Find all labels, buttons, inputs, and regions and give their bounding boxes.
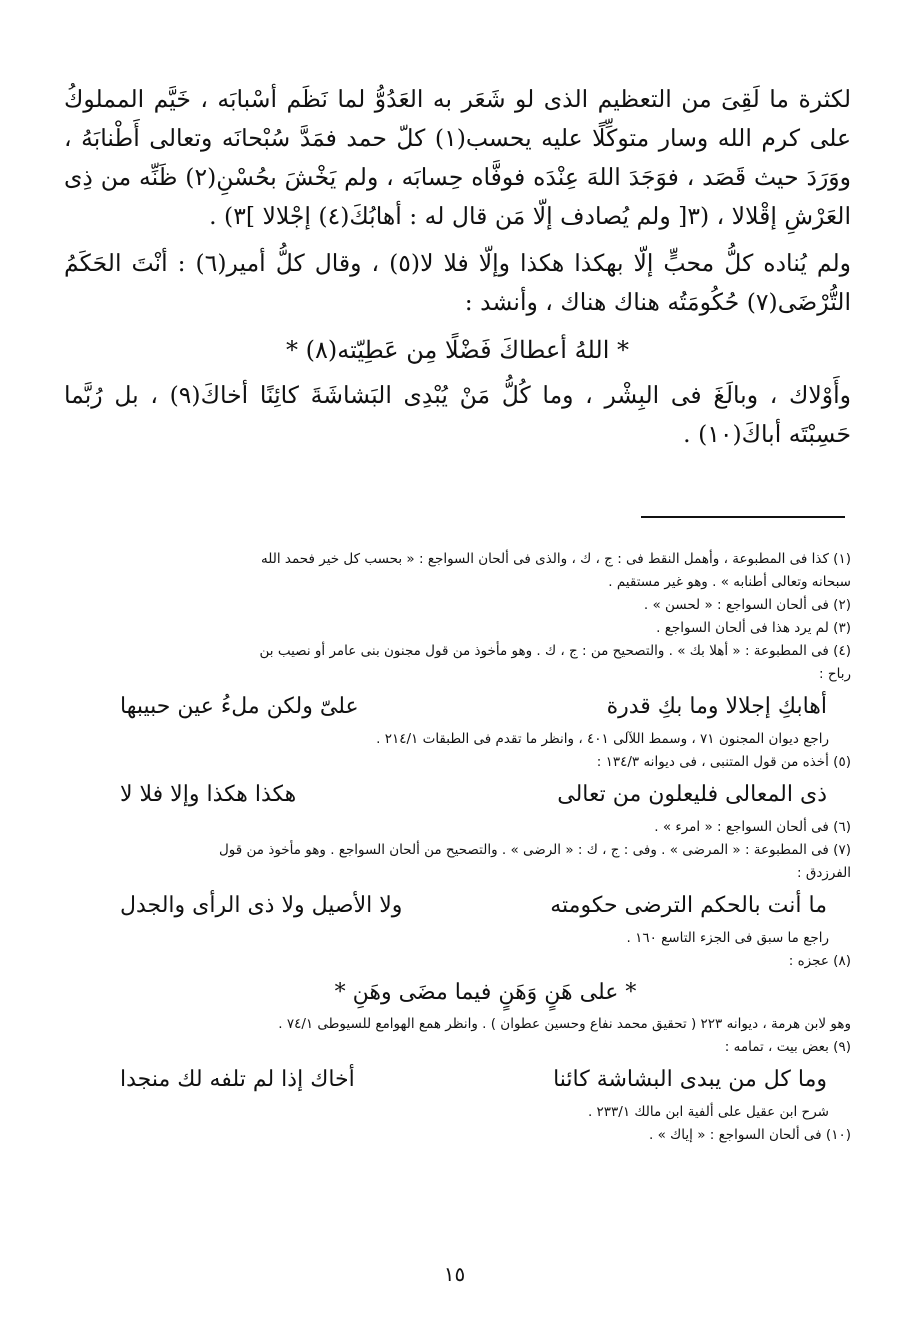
footnote-reference: وهو لابن هرمة ، ديوانه ٢٢٣ ( تحقيق محمد نفاع وحسين عطوان ) . وانظر همع الهوامع للسيوطى ٧٤/١ . <box>278 1016 851 1032</box>
footnote-continuation: الفرزدق : <box>797 865 851 881</box>
footnote-reference: راجع ديوان المجنون ٧١ ، وسمط اللآلى ٤٠١ ، وانظر ما تقدم فى الطبقات ٢١٤/١ . <box>376 731 829 747</box>
verse-first-hemistich: أهابكِ إجلالا وما بكِ قدرة <box>606 694 827 719</box>
main-text <box>64 80 851 462</box>
footnote: (١٠) فى ألحان السواجع : « إياك » . <box>649 1127 851 1143</box>
footnote-verse: * على هَنٍ وَهَنٍ فيما مضَى وهَنِ * <box>334 980 637 1005</box>
footnote-reference: راجع ما سبق فى الجزء التاسع ١٦٠ . <box>626 930 829 946</box>
verse-second-hemistich: أخاك إذا لم تلفه لك منجدا <box>120 1067 355 1092</box>
footnote: (٧) فى المطبوعة : « المرضى » . وفى : ج ، ك : « الرضى » . والتصحيح من ألحان السواجع . وهو مأخوذ من قول <box>219 842 851 858</box>
footnote-reference: شرح ابن عقيل على ألفية ابن مالك ٢٣٣/١ . <box>587 1104 829 1120</box>
footnote: (٢) فى ألحان السواجع : « لحسن » . <box>643 597 851 613</box>
footnote-verse <box>120 686 851 728</box>
footnote: (٥) أخذه من قول المتنبى ، فى ديوانه ١٣٤/٣ : <box>596 754 851 770</box>
verse-line: * اللهُ أعطاكَ فَضْلًا مِن عَطِيّته(٨) * <box>285 336 630 364</box>
verse-first-hemistich: وما كل من يبدى البشاشة كائنا <box>553 1067 827 1092</box>
footnotes <box>120 548 851 1147</box>
footnote: (٨) عجزه : <box>788 953 851 969</box>
paragraph: ولم يُناده كلُّ محبٍّ إلّا بهكذا هكذا وإلّا فلا لا(٥) ، وقال كلُّ أمير(٦) : أنْتَ الحَكَمُ التُّرْضَى(٧) حُكُومَتُه هناك هناك ، وأنشد : <box>64 249 851 316</box>
footnote: (٣) لم يرد هذا فى ألحان السواجع . <box>656 620 851 636</box>
footnote: (٤) فى المطبوعة : « أهلا بك » . والتصحيح من : ج ، ك . وهو مأخوذ من قول مجنون بنى عامر أو نصيب بن <box>259 643 851 659</box>
verse-first-hemistich: ما أنت بالحكم الترضى حكومته <box>550 893 827 918</box>
footnote-divider <box>641 516 845 518</box>
footnote-continuation: رباح : <box>819 666 851 682</box>
paragraph: لكثرة ما لَقِىَ من التعظيم الذى لو شَعَر به العَدُوُّ لما نَظَم أسْبابَه ، خَيَّم المملوكُ على كرم الله وسار متوكِّلًا عليه يحسب(١) كلّ حمد فمَدَّ سُبْحانَه وتعالى أَطْنابَهُ ، ووَرَدَ حيث قَصَد ، فوَجَدَ اللهَ عِنْدَه فوفَّاه حِسابَه ، ولم يَخْشَ بحُسْنِ(٢) ظَنِّه من ذِى العَرْشِ إقْلالا ، (٣[ ولم يُصادف إلّا مَن قال له : أهابُكَ(٤) إجْلالا ]٣) . <box>64 85 852 230</box>
verse-second-hemistich: ولا الأصيل ولا ذى الرأى والجدل <box>120 893 403 918</box>
footnote-verse <box>120 1059 851 1101</box>
verse-second-hemistich: علىّ ولكن ملءُ عين حبيبها <box>120 694 359 719</box>
footnote-verse <box>120 885 851 927</box>
verse-first-hemistich: ذى المعالى فليعلون من تعالى <box>557 782 827 807</box>
paragraph: وأَوْلاك ، وبالَغَ فى البِشْر ، وما كُلُّ مَنْ يُبْدِى البَشاشَةَ كائِنًا أخاكَ(٩) ، بل رُبَّما حَسِبْتَه أباكَ(١٠) . <box>64 381 852 448</box>
footnote-continuation: سبحانه وتعالى أطنابه » . وهو غير مستقيم . <box>608 574 851 590</box>
page-number: ١٥ <box>443 1262 466 1286</box>
footnote: (١) كذا فى المطبوعة ، وأهمل النقط فى : ج ، ك ، والذى فى ألحان السواجع : « بحسب كل خير فحمد الله <box>261 551 851 567</box>
verse-second-hemistich: هكذا هكذا وإلا فلا لا <box>120 782 297 807</box>
footnote: (٩) بعض بيت ، تمامه : <box>724 1039 851 1055</box>
footnote-verse <box>120 774 851 816</box>
footnote: (٦) فى ألحان السواجع : « امرء » . <box>654 819 851 835</box>
